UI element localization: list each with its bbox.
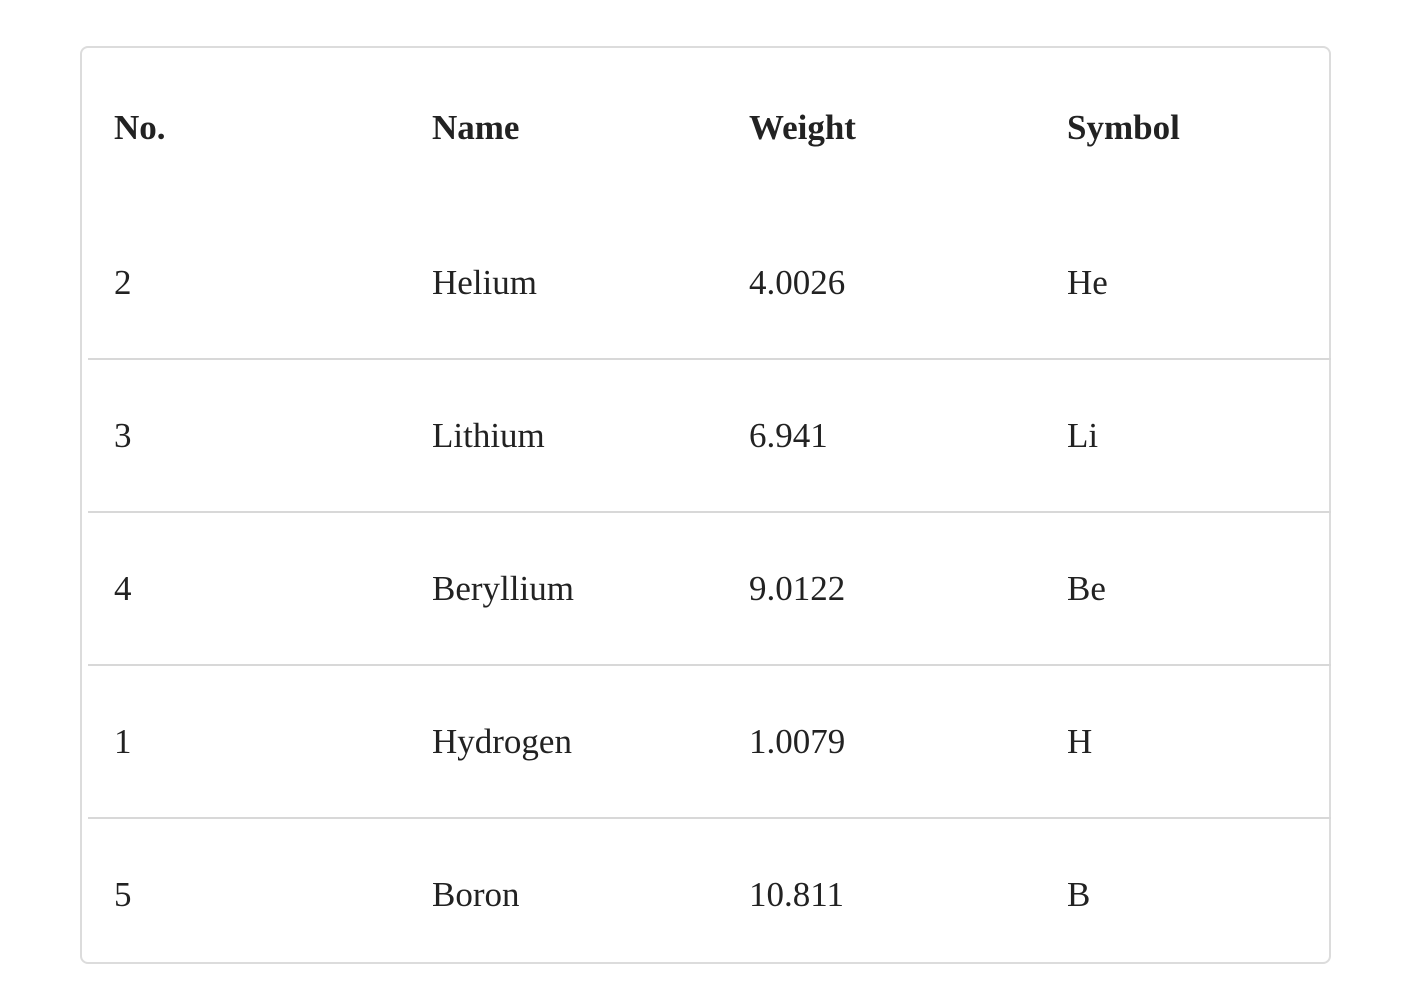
column-header-symbol[interactable]: Symbol — [1067, 108, 1180, 147]
cell-name: Lithium — [406, 359, 723, 512]
table-row — [88, 359, 1331, 512]
table-row — [88, 208, 1331, 359]
cell-name: Helium — [432, 263, 537, 302]
cell-number: 2 — [114, 263, 132, 302]
cell-number: 4 — [88, 512, 406, 665]
elements-table-card — [80, 46, 1331, 964]
cell-number: 5 — [88, 818, 406, 970]
column-header-name[interactable]: Name — [432, 108, 520, 147]
cell-weight: 9.0122 — [723, 512, 1041, 665]
cell-symbol: H — [1041, 665, 1331, 818]
cell-weight: 6.941 — [723, 359, 1041, 512]
cell-number: 1 — [88, 665, 406, 818]
table-header-row — [88, 48, 1331, 208]
elements-table — [88, 48, 1331, 970]
cell-name: Boron — [406, 818, 723, 970]
cell-symbol: B — [1041, 818, 1331, 970]
cell-weight: 1.0079 — [723, 665, 1041, 818]
column-header-weight[interactable]: Weight — [749, 108, 856, 147]
cell-number: 3 — [88, 359, 406, 512]
column-header-number[interactable]: No. — [114, 108, 166, 147]
table-row — [88, 665, 1331, 818]
cell-symbol: He — [1067, 263, 1108, 302]
cell-symbol: Li — [1041, 359, 1331, 512]
cell-weight: 10.811 — [723, 818, 1041, 970]
cell-name: Hydrogen — [406, 665, 723, 818]
cell-symbol: Be — [1041, 512, 1331, 665]
cell-name: Beryllium — [406, 512, 723, 665]
table-row — [88, 818, 1331, 970]
cell-weight: 4.0026 — [749, 263, 846, 302]
table-row — [88, 512, 1331, 665]
